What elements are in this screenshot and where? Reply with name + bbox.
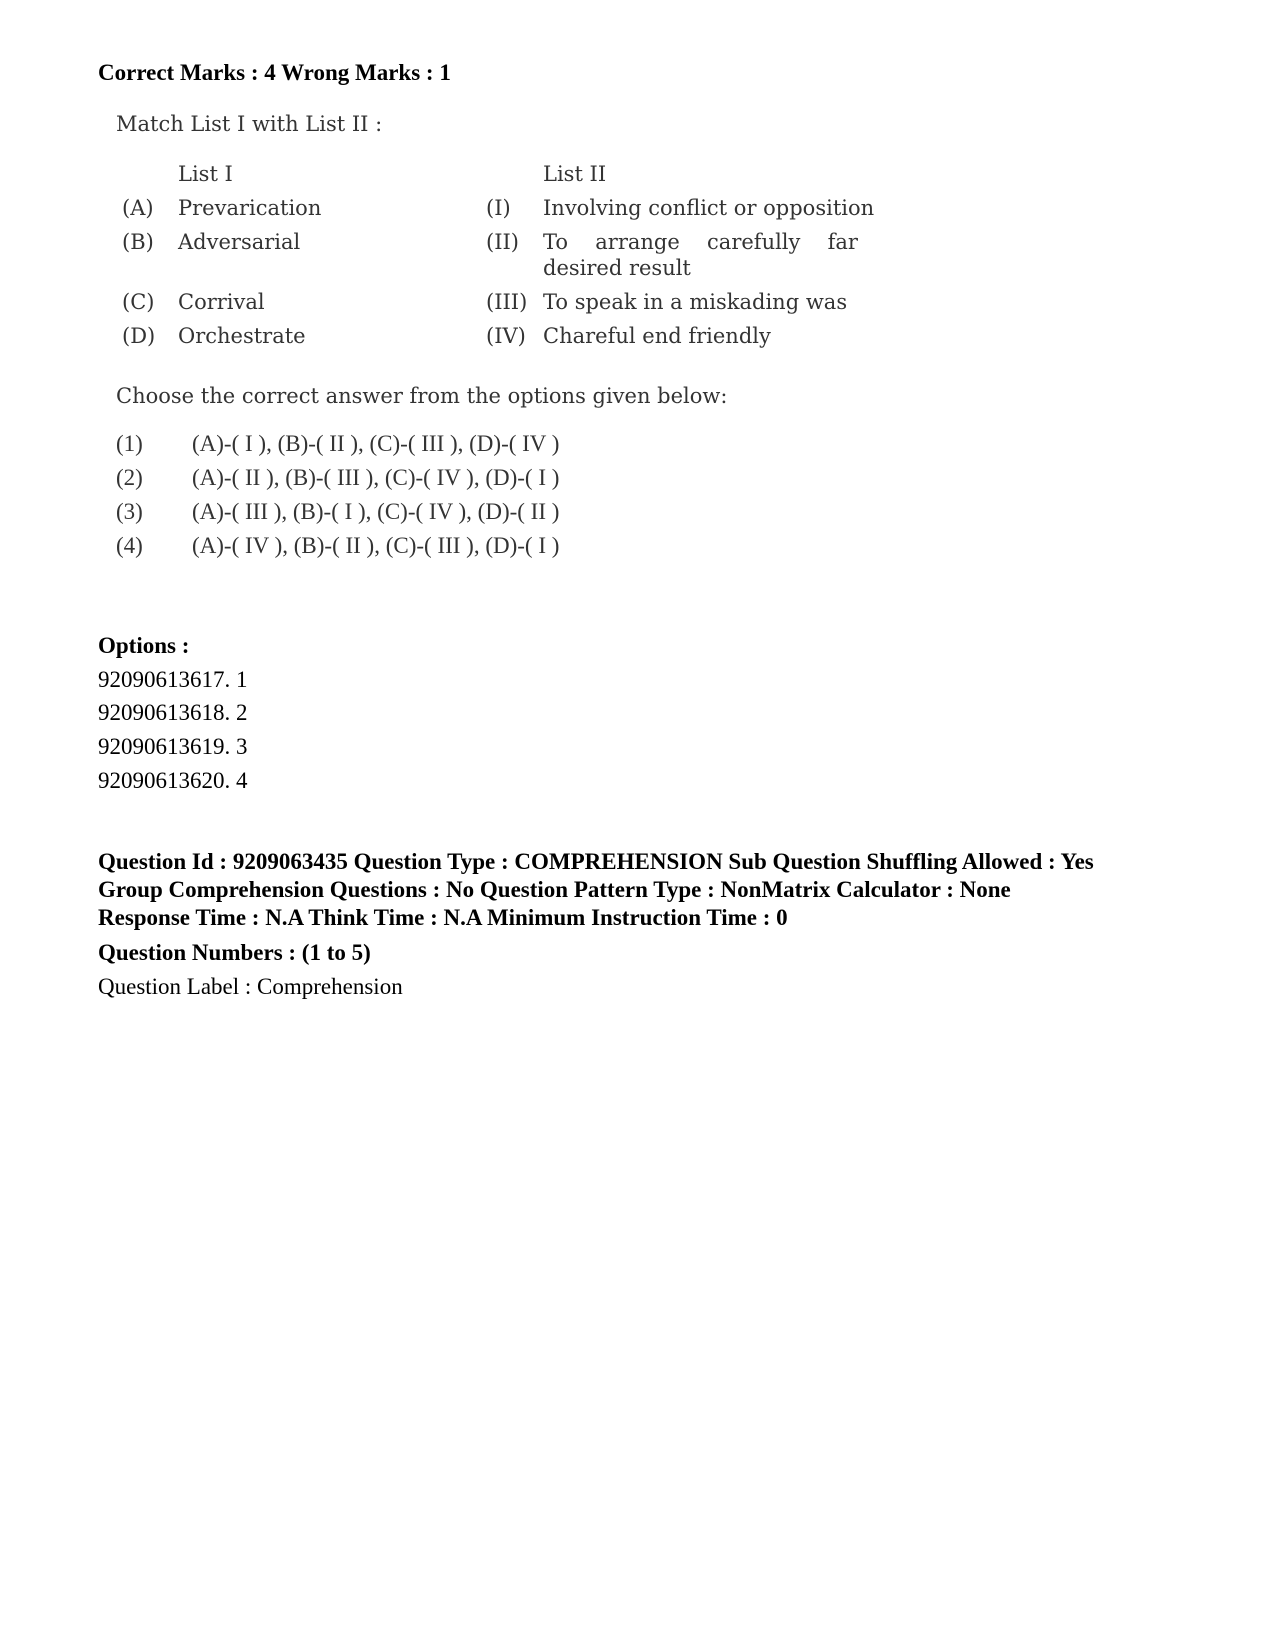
list2-key: (III) — [486, 290, 528, 314]
list2-key: (I) — [486, 196, 511, 220]
answer-text: (A)-( III ), (B)-( I ), (C)-( IV ), (D)-( II ) — [192, 499, 560, 524]
list1-item: Orchestrate — [178, 324, 306, 348]
option-item: 92090613620. 4 — [98, 768, 248, 793]
answer-text: (A)-( IV ), (B)-( II ), (C)-( III ), (D)-( I ) — [192, 533, 560, 558]
option-item: 92090613617. 1 — [98, 667, 248, 692]
list1-key: (C) — [122, 290, 155, 314]
answer-text: (A)-( I ), (B)-( II ), (C)-( III ), (D)-( IV ) — [192, 431, 560, 456]
list2-item: Chareful end friendly — [543, 324, 771, 348]
question-info-line: Group Comprehension Questions : No Question Pattern Type : NonMatrix Calculator : None — [98, 877, 1011, 902]
choose-instruction: Choose the correct answer from the options given below: — [116, 384, 728, 408]
list2-header: List II — [543, 162, 607, 186]
list2-word: arrange — [595, 230, 680, 254]
option-item: 92090613619. 3 — [98, 734, 248, 759]
list2-item — [543, 230, 858, 254]
answer-number: (4) — [116, 533, 143, 558]
list2-item-line2: desired result — [543, 256, 691, 280]
list1-item: Prevarication — [178, 196, 322, 220]
question-info-line: Response Time : N.A Think Time : N.A Minimum Instruction Time : 0 — [98, 905, 788, 930]
list2-word: To — [543, 230, 569, 254]
question-numbers: Question Numbers : (1 to 5) — [98, 940, 371, 965]
list1-item: Adversarial — [178, 230, 301, 254]
list2-key: (II) — [486, 230, 519, 254]
options-title: Options : — [98, 633, 190, 658]
question-label: Question Label : Comprehension — [98, 974, 403, 999]
list1-item: Corrival — [178, 290, 265, 314]
list2-word: carefully — [707, 230, 801, 254]
question-info — [98, 848, 1198, 932]
list2-key: (IV) — [486, 324, 526, 348]
answer-text: (A)-( II ), (B)-( III ), (C)-( IV ), (D)-( I ) — [192, 465, 560, 490]
list1-header: List I — [178, 162, 233, 186]
marks-line: Correct Marks : 4 Wrong Marks : 1 — [98, 60, 451, 85]
question-prompt: Match List I with List II : — [116, 112, 383, 136]
list1-key: (D) — [122, 324, 156, 348]
question-info-line: Question Id : 9209063435 Question Type : COMPREHENSION Sub Question Shuffling Allowed : Yes — [98, 849, 1094, 874]
list1-key: (A) — [122, 196, 154, 220]
list2-item: Involving conflict or opposition — [543, 196, 875, 220]
option-item: 92090613618. 2 — [98, 700, 248, 725]
list2-word: far — [827, 230, 858, 254]
answer-number: (2) — [116, 465, 143, 490]
answer-number: (1) — [116, 431, 143, 456]
list2-item: To speak in a miskading was — [543, 290, 848, 314]
list1-key: (B) — [122, 230, 154, 254]
answer-number: (3) — [116, 499, 143, 524]
question-image — [98, 102, 998, 602]
